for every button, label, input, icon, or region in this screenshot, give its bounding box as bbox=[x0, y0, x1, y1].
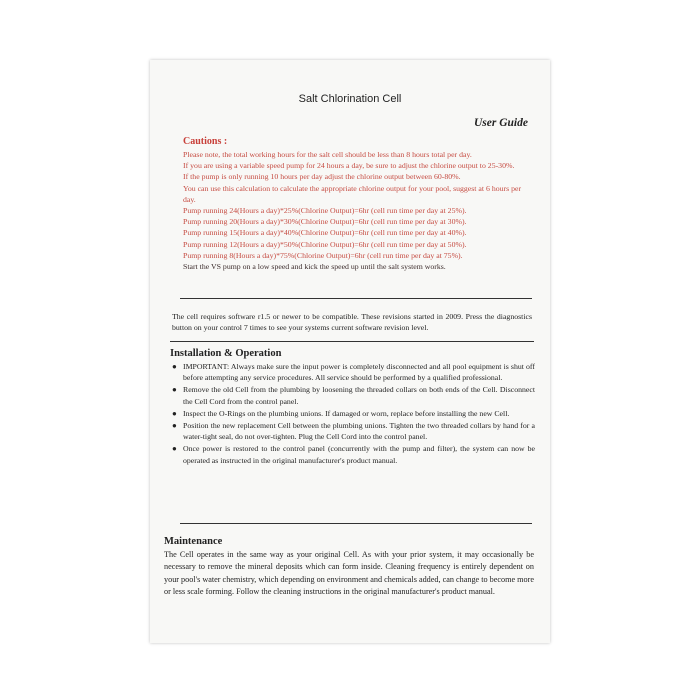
bullet-icon: ● bbox=[172, 385, 177, 395]
cautions-section bbox=[183, 136, 528, 272]
list-item bbox=[170, 443, 535, 465]
document-subtitle: User Guide bbox=[474, 117, 528, 129]
list-item-text: Once power is restored to the control panel (concurrently with the pump and filter), the system can now be operated as instructed in the original manufacturer's product manual. bbox=[183, 444, 535, 465]
divider-rule bbox=[170, 341, 534, 342]
maintenance-section bbox=[164, 536, 534, 598]
caution-line: Pump running 15(Hours a day)*40%(Chlorine Output)=6hr (cell run time per day at 40%). bbox=[183, 228, 467, 238]
list-item-text: Remove the old Cell from the plumbing by loosening the threaded collars on both ends of the Cell. Disconnect the Cell Cord from the control panel. bbox=[183, 385, 535, 406]
cautions-heading: Cautions : bbox=[183, 136, 228, 147]
list-item bbox=[170, 420, 535, 442]
list-item-text: Position the new replacement Cell between the plumbing unions. Tighten the two threaded collars by hand for a water-tight seal, do not over-tighten. Plug the Cell Cord into the control panel. bbox=[183, 421, 535, 442]
caution-line: You can use this calculation to calculate the appropriate chlorine output for your pool, suggest at 6 hours per day. bbox=[183, 183, 522, 204]
list-item-text: IMPORTANT: Always make sure the input power is completely disconnected and all pool equipment is shut off before attempting any service procedures. All service should be performed by a qualified professional. bbox=[183, 362, 535, 383]
maintenance-heading: Maintenance bbox=[164, 536, 223, 547]
divider-rule bbox=[180, 523, 532, 524]
list-item bbox=[170, 408, 535, 419]
list-item bbox=[170, 384, 535, 406]
caution-line: Start the VS pump on a low speed and kick the speed up until the salt system works. bbox=[183, 262, 446, 272]
document-title: Salt Chlorination Cell bbox=[298, 93, 402, 105]
installation-section bbox=[170, 348, 535, 467]
caution-line: Please note, the total working hours for the salt cell should be less than 8 hours total per day. bbox=[183, 150, 472, 159]
software-note: The cell requires software r1.5 or newer to be compatible. These revisions started in 2009. Press the diagnostics button on your control 7 times to see your systems current software revision level. bbox=[172, 312, 532, 332]
cautions-body bbox=[183, 149, 528, 272]
list-item bbox=[170, 361, 535, 383]
bullet-icon: ● bbox=[172, 421, 177, 431]
caution-line: Pump running 20(Hours a day)*30%(Chlorine Output)=6hr (cell run time per day at 30%). bbox=[183, 217, 467, 227]
installation-list bbox=[170, 361, 535, 466]
caution-line: Pump running 24(Hours a day)*25%(Chlorine Output)=6hr (cell run time per day at 25%). bbox=[183, 206, 467, 216]
bullet-icon: ● bbox=[172, 444, 177, 454]
maintenance-body: The Cell operates in the same way as your original Cell. As with your prior system, it may occasionally be necessary to remove the mineral deposits which can form inside. Cleaning frequency is entirely dependent on your pool's water chemistry, which depending on environment and chemicals added, can change to become more or less scale forming. Follow the cleaning instructions in the original manufacturer's product manual. bbox=[164, 550, 534, 596]
bullet-icon: ● bbox=[172, 362, 177, 371]
divider-rule bbox=[180, 298, 532, 299]
caution-line: If you are using a variable speed pump for 24 hours a day, be sure to adjust the chlorine output to 25-30%. bbox=[183, 161, 515, 171]
installation-heading: Installation & Operation bbox=[170, 348, 282, 359]
instruction-sheet bbox=[150, 60, 550, 643]
caution-line: If the pump is only running 10 hours per day adjust the chlorine output between 60-80%. bbox=[183, 172, 461, 182]
bullet-icon: ● bbox=[172, 408, 177, 418]
list-item-text: Inspect the O-Rings on the plumbing unions. If damaged or worn, replace before installing the new Cell. bbox=[183, 408, 510, 418]
caution-line: Pump running 8(Hours a day)*75%(Chlorine Output)=6hr (cell run time per day at 75%). bbox=[183, 250, 463, 260]
caution-line: Pump running 12(Hours a day)*50%(Chlorine Output)=6hr (cell run time per day at 50%). bbox=[183, 239, 467, 249]
